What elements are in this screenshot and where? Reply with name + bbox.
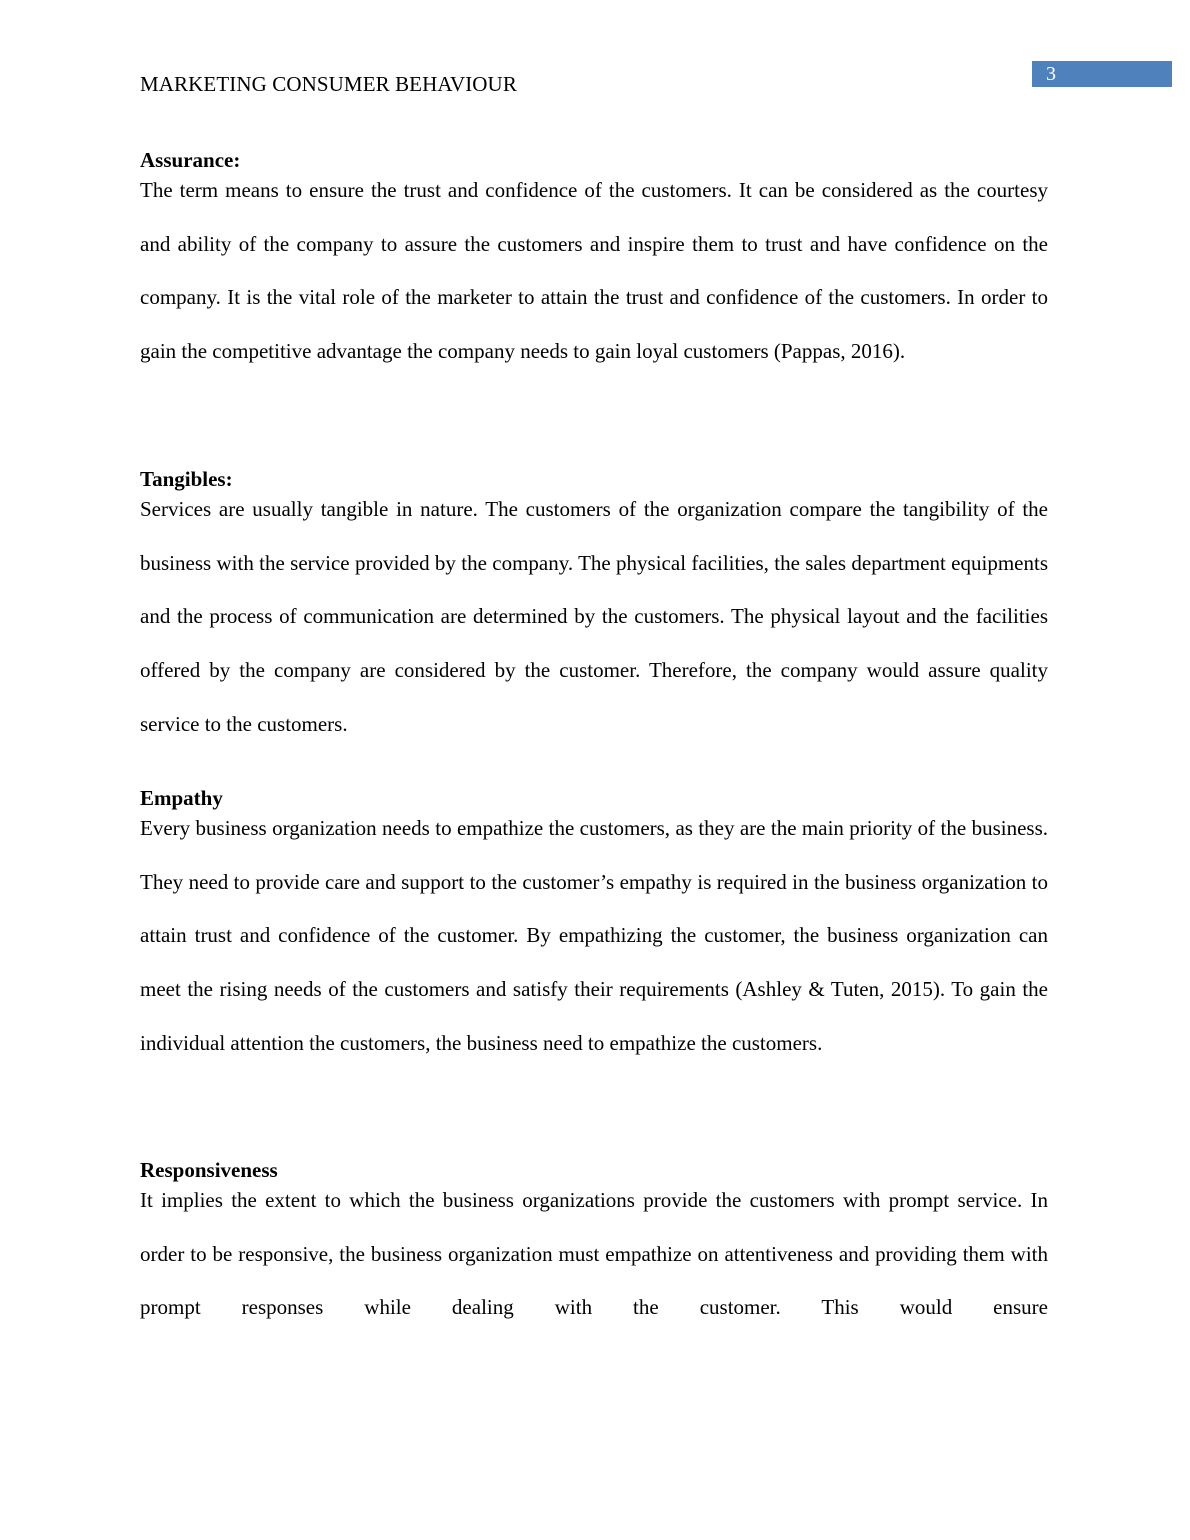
section-paragraph: The term means to ensure the trust and confidence of the customers. It can be considered as the courtesy and ability of the company to assure the customers and inspire them to trust and have confidence on the company. It is the vital role of the marketer to attain the trust and confidence of the customers. In order to gain the competitive advantage the company needs to gain loyal customers (Pappas, 2016). xyxy=(140,178,1048,364)
running-header-title: MARKETING CONSUMER BEHAVIOUR xyxy=(140,72,517,96)
section-heading: Assurance: xyxy=(140,148,241,172)
section-paragraph: It implies the extent to which the business organizations provide the customers with prompt service. In order to be responsive, the business organization must empathize on attentiveness and providing them with prompt responses while dealing with the customer. This would ensure xyxy=(140,1188,1048,1320)
section-responsiveness xyxy=(140,1157,1048,1335)
section-paragraph: Every business organization needs to empathize the customers, as they are the main priority of the business. They need to provide care and support to the customer’s empathy is required in the business organization to attain trust and confidence of the customer. By empathizing the customer, the business organization can meet the rising needs of the customers and satisfy their requirements (Ashley & Tuten, 2015). To gain the individual attention the customers, the business need to empathize the customers. xyxy=(140,816,1048,1055)
section-heading: Tangibles: xyxy=(140,467,233,491)
section-heading: Responsiveness xyxy=(140,1158,278,1182)
section-empathy xyxy=(140,785,1048,1071)
page-number: 3 xyxy=(1046,63,1056,85)
section-heading: Empathy xyxy=(140,786,223,810)
section-paragraph: Services are usually tangible in nature. The customers of the organization compare the tangibility of the business with the service provided by the company. The physical facilities, the sales department equipments and the process of communication are determined by the customers. The physical layout and the facilities offered by the company are considered by the customer. Therefore, the company would assure quality service to the customers. xyxy=(140,497,1048,736)
page-number-badge xyxy=(1032,61,1172,87)
section-tangibles xyxy=(140,466,1048,752)
section-assurance xyxy=(140,147,1048,379)
